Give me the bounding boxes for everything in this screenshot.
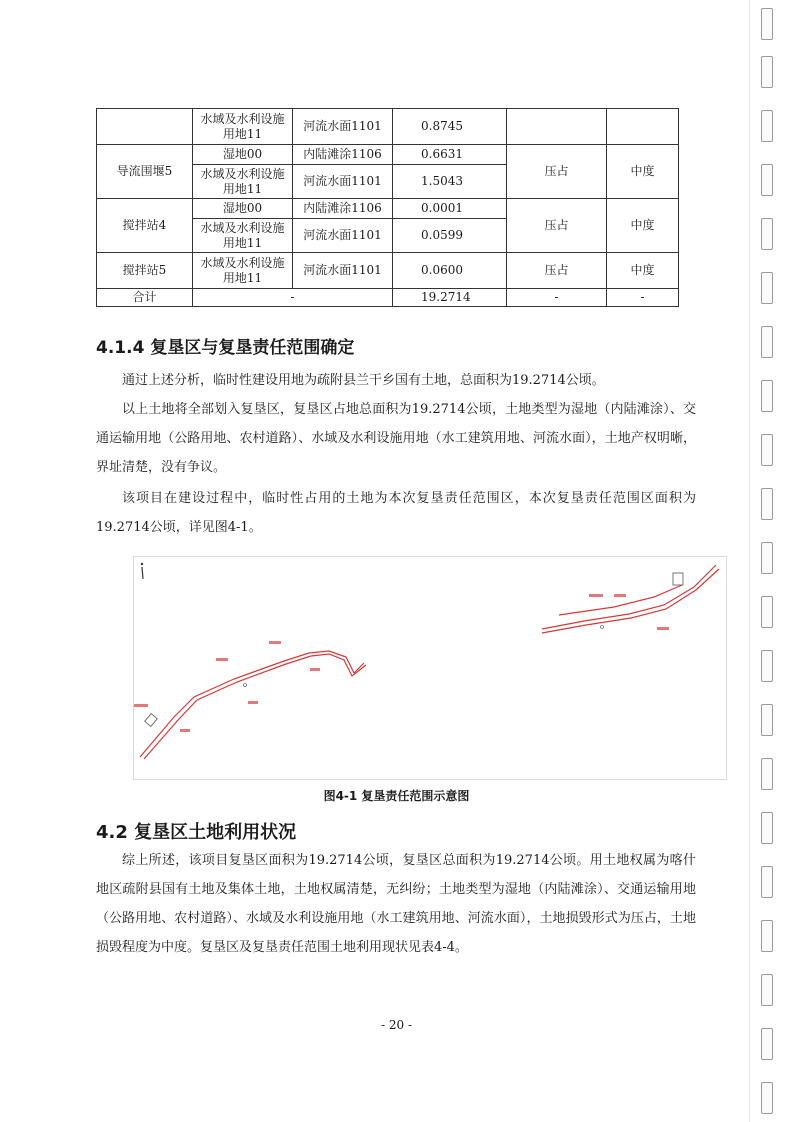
damage-degree-cell	[607, 109, 679, 145]
group-cell: 搅拌站4	[97, 199, 193, 253]
section-heading-4-2: 4.2 复垦区土地利用状况	[96, 822, 297, 843]
binder-hole	[761, 110, 773, 142]
figure-caption: 图4-1 复垦责任范围示意图	[323, 789, 470, 803]
binder-hole	[761, 56, 773, 88]
damage-form-cell	[507, 109, 607, 145]
binder-hole	[761, 164, 773, 196]
site-marker-rect	[673, 573, 683, 585]
damage-degree-cell: 中度	[607, 145, 679, 199]
total-mid-cell: -	[193, 289, 393, 307]
paragraph: 以上土地将全部划入复垦区，复垦区占地总面积为19.2714公顷，土地类型为湿地（内陆滩涂）、交通运输用地（公路用地、农村道路）、水域及水利设施用地（水工建筑用地、河流水面），土地产权明晰，界址清楚，没有争议。	[96, 402, 696, 475]
binder-hole	[761, 920, 773, 952]
scope-map-drawing	[134, 557, 726, 779]
total-degree-cell: -	[607, 289, 679, 307]
binder-hole	[761, 758, 773, 790]
tiny-map-label	[134, 594, 669, 732]
land-type-cell: 水域及水利设施用地11	[193, 109, 293, 145]
land-type-cell: 水域及水利设施用地11	[193, 165, 293, 199]
land-type-cell: 湿地00	[193, 145, 293, 165]
sub-type-cell: 内陆滩涂1106	[293, 145, 393, 165]
area-cell: 0.8745	[393, 109, 507, 145]
land-type-cell: 湿地00	[193, 199, 293, 219]
table-row	[97, 109, 679, 145]
north-arrow-icon	[141, 563, 143, 579]
total-form-cell: -	[507, 289, 607, 307]
site-marker-rect	[145, 714, 158, 727]
sub-type-cell: 河流水面1101	[293, 165, 393, 199]
table-row	[97, 253, 679, 289]
group-cell	[97, 109, 193, 145]
binder-strip	[759, 0, 777, 1122]
land-use-table	[96, 108, 679, 307]
total-area-cell: 19.2714	[393, 289, 507, 307]
scope-outline-right	[542, 565, 716, 629]
binder-hole	[761, 272, 773, 304]
damage-form-cell: 压占	[507, 145, 607, 199]
binder-hole	[761, 1028, 773, 1060]
group-cell: 搅拌站5	[97, 253, 193, 289]
binder-hole	[761, 218, 773, 250]
table-row	[97, 199, 679, 219]
total-label-cell: 合计	[97, 289, 193, 307]
binder-hole	[761, 1082, 773, 1114]
area-cell: 0.0599	[393, 219, 507, 253]
table-total-row	[97, 289, 679, 307]
binder-hole	[761, 326, 773, 358]
binder-hole	[761, 812, 773, 844]
damage-degree-cell: 中度	[607, 199, 679, 253]
paragraph: 该项目在建设过程中，临时性占用的土地为本次复垦责任范围区，本次复垦责任范围区面积为19.2714公顷，详见图4-1。	[96, 491, 696, 535]
section-heading-4-1-4: 4.1.4 复垦区与复垦责任范围确定	[96, 338, 355, 358]
table-row	[97, 145, 679, 165]
binder-hole	[761, 704, 773, 736]
land-type-cell: 水域及水利设施用地11	[193, 219, 293, 253]
damage-form-cell: 压占	[507, 199, 607, 253]
page-number: - 20 -	[380, 1018, 412, 1032]
damage-form-cell: 压占	[507, 253, 607, 289]
binder-hole	[761, 974, 773, 1006]
group-cell: 导流围堰5	[97, 145, 193, 199]
area-cell: 0.0600	[393, 253, 507, 289]
reclamation-scope-figure	[133, 556, 727, 780]
land-type-cell: 水域及水利设施用地11	[193, 253, 293, 289]
area-cell: 1.5043	[393, 165, 507, 199]
damage-degree-cell: 中度	[607, 253, 679, 289]
binder-hole	[761, 542, 773, 574]
sub-type-cell: 河流水面1101	[293, 219, 393, 253]
sub-type-cell: 河流水面1101	[293, 109, 393, 145]
sub-type-cell: 河流水面1101	[293, 253, 393, 289]
sub-type-cell: 内陆滩涂1106	[293, 199, 393, 219]
binder-hole	[761, 380, 773, 412]
paragraph: 综上所述，该项目复垦区面积为19.2714公顷，复垦区总面积为19.2714公顷。用土地权属为喀什地区疏附县国有土地及集体土地，土地权属清楚，无纠纷；土地类型为湿地（内陆滩涂）、交通运输用地（公路用地、农村道路）、水域及水利设施用地（水工建筑用地、河流水面），土地损毁形式为压占，土地损毁程度为中度。复垦区及复垦责任范围土地利用现状见表4-4。	[96, 853, 696, 955]
binder-hole	[761, 8, 773, 40]
scope-outline-left-inner	[144, 654, 366, 759]
binder-hole	[761, 434, 773, 466]
binder-hole	[761, 596, 773, 628]
scope-outline-right-upper	[559, 585, 682, 615]
binder-hole	[761, 488, 773, 520]
binder-hole	[761, 866, 773, 898]
binder-hole	[761, 650, 773, 682]
paragraph: 通过上述分析，临时性建设用地为疏附县兰干乡国有土地，总面积为19.2714公顷。	[122, 373, 605, 388]
area-cell: 0.0001	[393, 199, 507, 219]
area-cell: 0.6631	[393, 145, 507, 165]
